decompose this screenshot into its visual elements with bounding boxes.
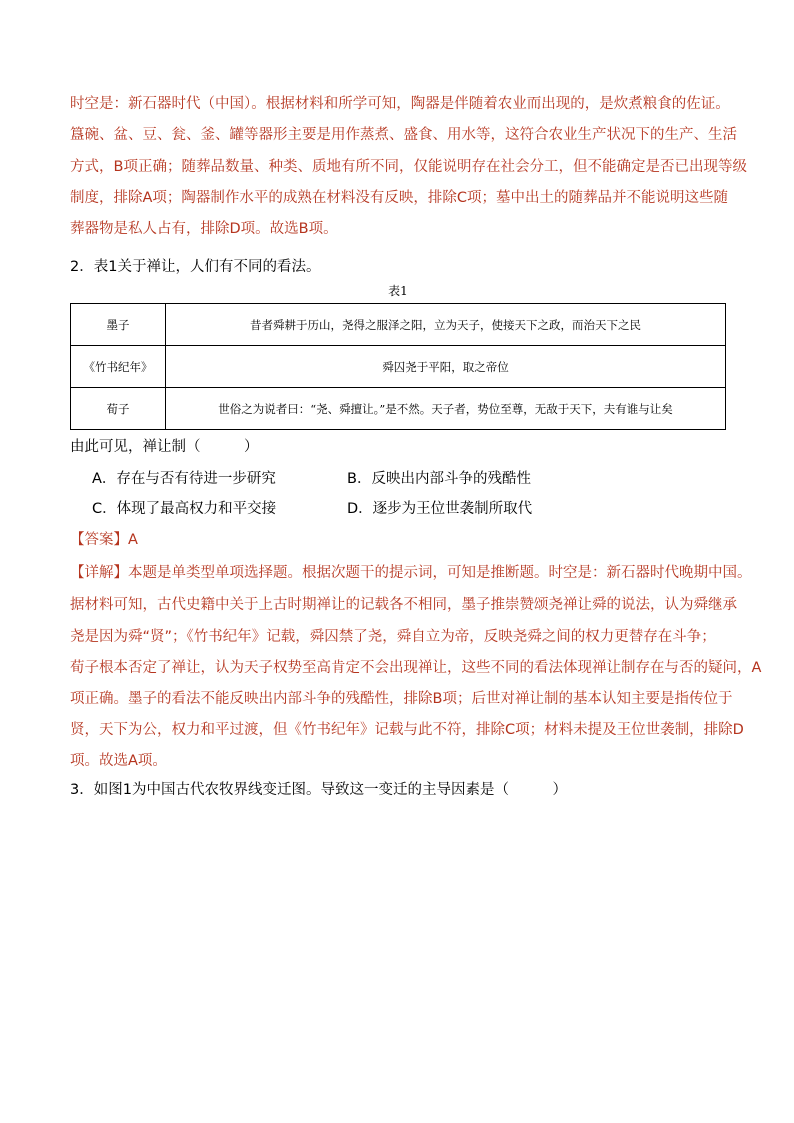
question-3-stem: 3．如图1为中国古代农牧界线变迁图。导致这一变迁的主导因素是（ ） <box>70 782 567 798</box>
detail-first-line <box>70 562 752 584</box>
source-quote: 世俗之为说者曰：“尧、舜擅让。”是不然。天子者，势位至尊，无敌于天下，夫有谁与让矣 <box>166 388 726 430</box>
explanation-line: 方式，B项正确；随葬品数量、种类、质地有所不同，仅能说明存在社会分工，但不能确定是否已出现等级 <box>70 159 747 175</box>
source-name: 荀子 <box>71 388 166 430</box>
detail-line: 尧是因为舜“贤”；《竹书纪年》记载，舜囚禁了尧，舜自立为帝，反映尧舜之间的权力更替存在斗争； <box>70 629 716 645</box>
table-caption: 表1 <box>388 284 408 298</box>
explanation-line: 簋碗、盆、豆、瓮、釜、罐等器形主要是用作蒸煮、盛食、用水等，这符合农业生产状况下的生产、生活 <box>70 127 737 143</box>
source-quote: 舜囚尧于平阳，取之帝位 <box>166 346 726 388</box>
explanation-line: 葬器物是私人占有，排除D项。故选B项。 <box>70 221 338 237</box>
question-2-prompt: 由此可见，禅让制（ ） <box>70 439 259 455</box>
table-row <box>71 346 726 388</box>
source-quote: 昔者舜耕于历山，尧得之服泽之阳，立为天子，使接天下之政，而治天下之民 <box>166 304 726 346</box>
detail-line: 项。故选A项。 <box>70 753 167 769</box>
detail-text: 本题是单类型单项选择题。根据次题干的提示词，可知是推断题。时空是：新石器时代晚期中国。 <box>128 565 752 581</box>
source-table <box>70 303 726 430</box>
detail-line: 荀子根本否定了禅让，认为天子权势至高肯定不会出现禅让，这些不同的看法体现禅让制存在与否的疑问，A <box>70 660 762 676</box>
explanation-line: 时空是：新石器时代（中国）。根据材料和所学可知，陶器是伴随着农业而出现的，是炊煮粮食的佐证。 <box>70 96 730 112</box>
table-row <box>71 388 726 430</box>
source-name: 墨子 <box>71 304 166 346</box>
table-row <box>71 304 726 346</box>
answer-label: 【答案】A <box>70 532 138 548</box>
explanation-line: 制度，排除A项；陶器制作水平的成熟在材料没有反映，排除C项；墓中出土的随葬品并不能说明这些随 <box>70 190 729 206</box>
question-2-stem: 2．表1关于禅让，人们有不同的看法。 <box>70 259 321 275</box>
option-d: D．逐步为王位世袭制所取代 <box>347 501 533 517</box>
option-a: A．存在与否有待进一步研究 <box>92 471 276 487</box>
detail-line: 项正确。墨子的看法不能反映出内部斗争的残酷性，排除B项；后世对禅让制的基本认知主要是指传位于 <box>70 691 733 707</box>
detail-line: 贤，天下为公，权力和平过渡，但《竹书纪年》记载与此不符，排除C项；材料未提及王位世袭制，排除D <box>70 722 744 738</box>
source-name: 《竹书纪年》 <box>71 346 166 388</box>
option-b: B．反映出内部斗争的残酷性 <box>347 471 531 487</box>
option-c: C．体现了最高权力和平交接 <box>92 501 277 517</box>
detail-label: 【详解】 <box>70 565 128 581</box>
detail-line: 据材料可知，古代史籍中关于上古时期禅让的记载各不相同，墨子推崇赞颂尧禅让舜的说法，认为舜继承 <box>70 597 737 613</box>
